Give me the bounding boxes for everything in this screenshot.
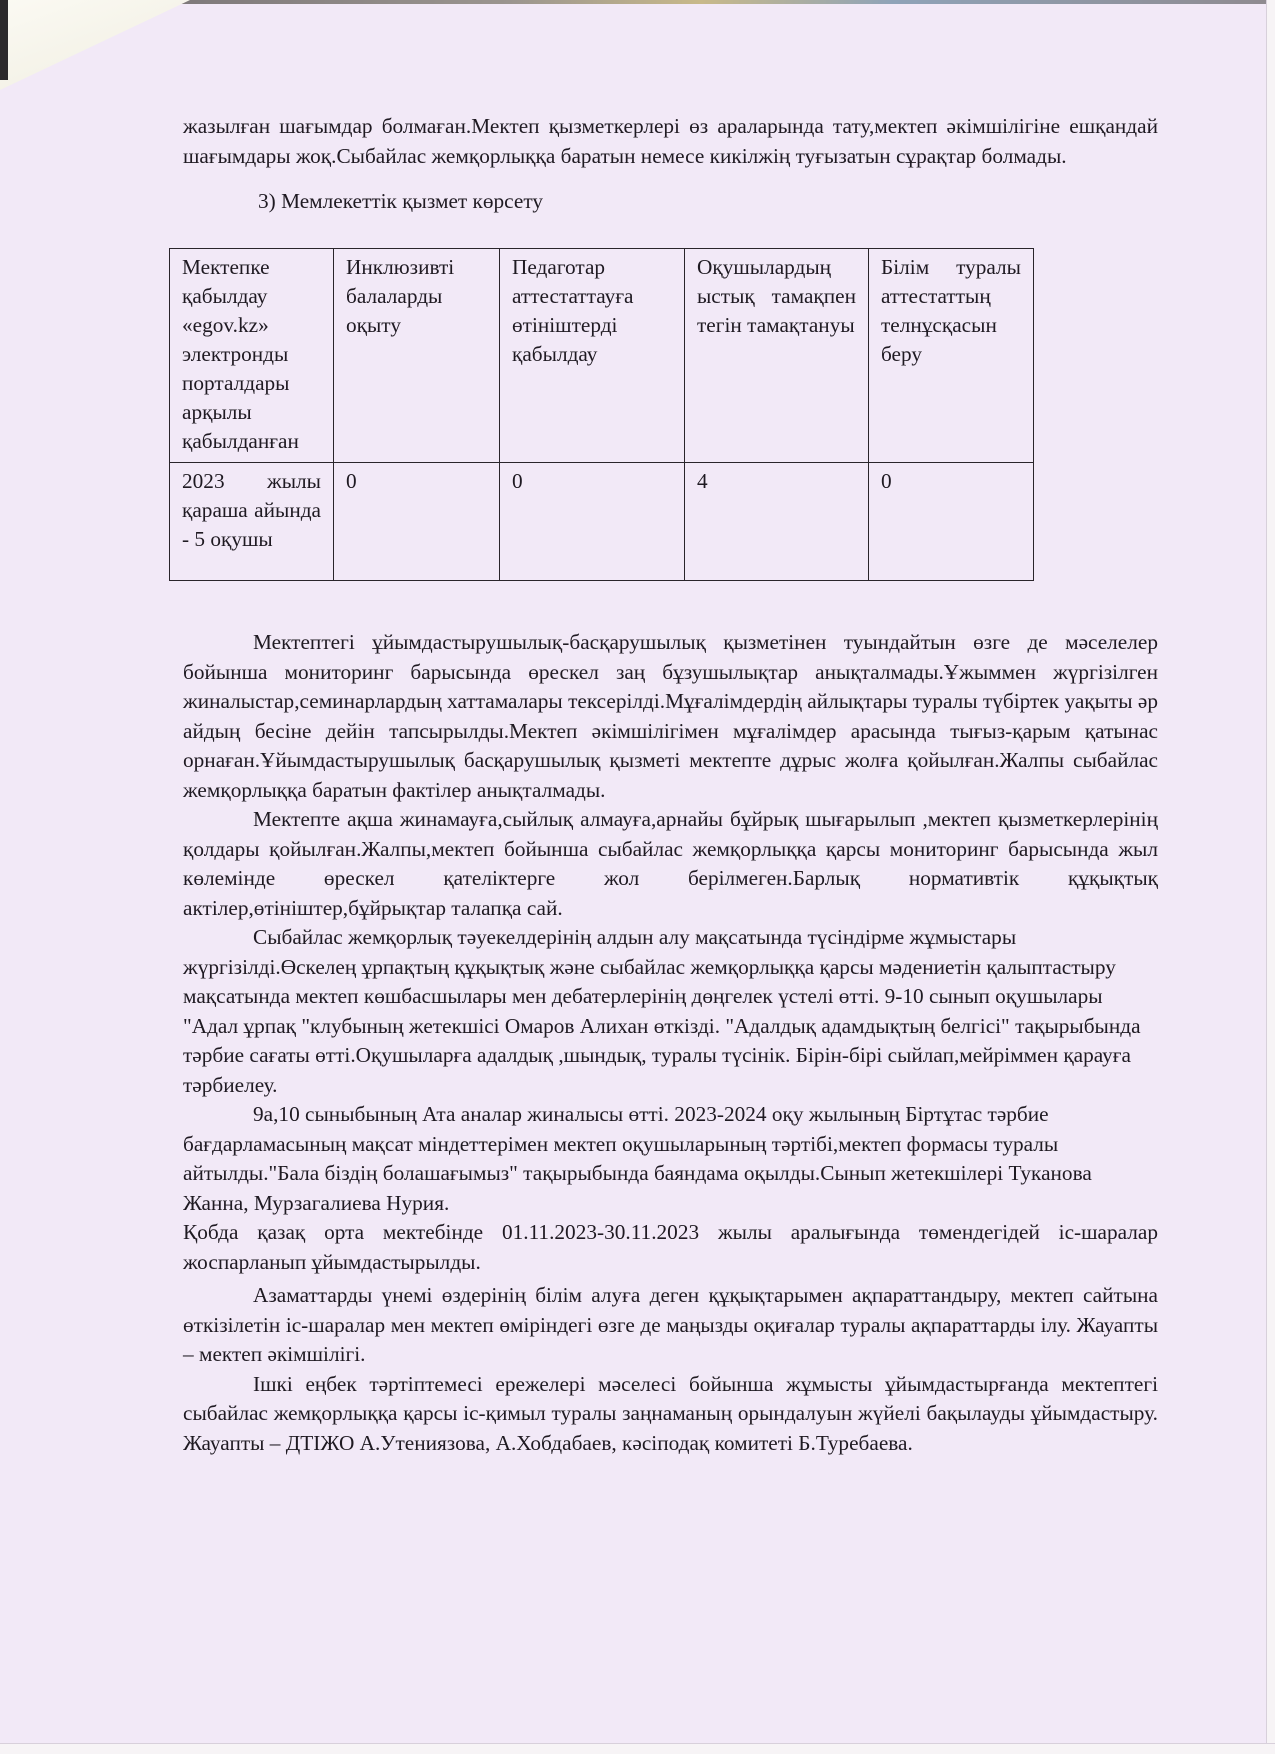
scan-right-edge (1266, 0, 1275, 1754)
section-heading: 3) Мемлекеттік қызмет көрсету (258, 189, 544, 213)
paragraph-parents-meeting: 9а,10 сыныбының Ата аналар жиналысы өтті. 2023-2024 оқу жылының Біртұтас тәрбие бағдарламасының мақсат міндеттерімен мектеп оқушыларының тәртібі,мектеп формасы туралы айтылды."Бала біздің болашағымыз" тақырыбында баяндама оқылды.Сынып жетекшілері Туканова Жанна, Мурзагалиева Нурия. (183, 1102, 1092, 1215)
paragraph-informing-citizens: Азаматтарды үнемі өздерінің білім алуға деген құқықтарымен ақпараттандыру, мектеп сайтына өткізілетін іс-шаралар мен мектеп өміріндегі өзге де маңызды оқиғалар туралы ақпараттарды ілу. Жауапты – мектеп әкімшілігі. (183, 1283, 1158, 1366)
paragraph-gifts-order: Мектепте ақша жинамауға,сыйлық алмауға,арнайы бұйрық шығарылып ,мектеп қызметкерлерінің қолдары қойылған.Жалпы,мектеп бойынша сыбайлас жемқорлыққа қарсы мониторинг барысында жыл көлемінде өрескел қателіктерге жол берілмеген.Барлық нормативтік құқықтық актілер,өтініштер,бұйрықтар талапқа сай. (183, 807, 1158, 920)
paragraph-internal-rules: Ішкі еңбек тәртіптемесі ережелері мәселесі бойынша жұмысты ұйымдастырғанда мектептегі сыбайлас жемқорлыққа қарсы іс-қимыл туралы заңнаманың орындалуын жүйелі бақылауды ұйымдастыру. Жауапты – ДТІЖО А.Утениязова, А.Хобдабаев, кәсіподақ комитеті Б.Туребаева. (183, 1371, 1158, 1455)
paragraph-events-planned: Қобда қазақ орта мектебінде 01.11.2023-30.11.2023 жылы аралығында төмендегідей іс-шаралар жоспарланып ұйымдастырылды. (183, 1220, 1158, 1274)
table-cell: 2023 жылы қараша айында - 5 оқушы (170, 463, 334, 581)
public-services-table (169, 248, 1034, 581)
scan-left-edge (0, 0, 8, 80)
document-body (183, 628, 1158, 1458)
scan-bottom-edge (0, 1743, 1275, 1754)
table-row (170, 463, 1034, 581)
paragraph-prevention: Сыбайлас жемқорлық тәуекелдерінің алдын алу мақсатында түсіндірме жұмыстары жүргізілді.Өскелең ұрпақтың құқықтық және сыбайлас жемқорлыққа қарсы мәдениетін қалыптастыру мақсатында мектеп көшбасшылары мен дебатерлерінің дөңгелек үстелі өтті. 9-10 сынып оқушылары "Адал ұрпақ "клубының жетекшісі Омаров Алихан өткізді. "Адалдық адамдықтың белгісі" тақырыбында тәрбие сағаты өтті.Оқушыларға адалдық ,шындық, туралы түсінік. Бірін-бірі сыйлап,мейріммен қарауға тәрбиелеу. (183, 925, 1141, 1097)
intro-paragraph: жазылған шағымдар болмаған.Мектеп қызметкерлері өз араларында тату,мектеп әкімшілігіне ешқандай шағымдары жоқ.Сыбайлас жемқорлыққа баратын немесе кикілжің туғызатын сұрақтар болмады. (183, 114, 1158, 168)
table-header-cell: Білім туралы аттестаттың телнұсқасын беру (869, 249, 1034, 463)
table-header-row (170, 249, 1034, 463)
table-cell: 0 (869, 463, 1034, 581)
scan-top-edge (0, 0, 1275, 4)
table-header-cell: Мектепке қабылдау «egov.kz» электронды порталдары арқылы қабылданған (170, 249, 334, 463)
folded-page-corner (0, 0, 190, 90)
document-top-section (183, 112, 1158, 217)
table-cell: 4 (685, 463, 869, 581)
table-header-cell: Оқушылардың ыстық тамақпен тегін тамақтануы (685, 249, 869, 463)
table-cell: 0 (334, 463, 500, 581)
table-cell: 0 (500, 463, 685, 581)
table-header-cell: Педаготар аттестаттауға өтініштерді қабылдау (500, 249, 685, 463)
paragraph-monitoring: Мектептегі ұйымдастырушылық-басқарушылық қызметінен туындайтын өзге де мәселелер бойынша мониторинг барысында өрескел заң бұзушылықтар анықталмады.Ұжыммен жүргізілген жиналыстар,семинарлардың хаттамалары тексерілді.Мұғалімдердің айлықтары туралы түбіртек уақыты әр айдың бесіне дейін тапсырылды.Мектеп әкімшілігімен мұғалімдер арасында тығыз-қарым қатынас орнаған.Ұйымдастырушылық басқарушылық қызметі мектепте дұрыс жолға қойылған.Жалпы сыбайлас жемқорлыққа баратын фактілер анықталмады. (183, 630, 1158, 802)
table-header-cell: Инклюзивті балаларды оқыту (334, 249, 500, 463)
